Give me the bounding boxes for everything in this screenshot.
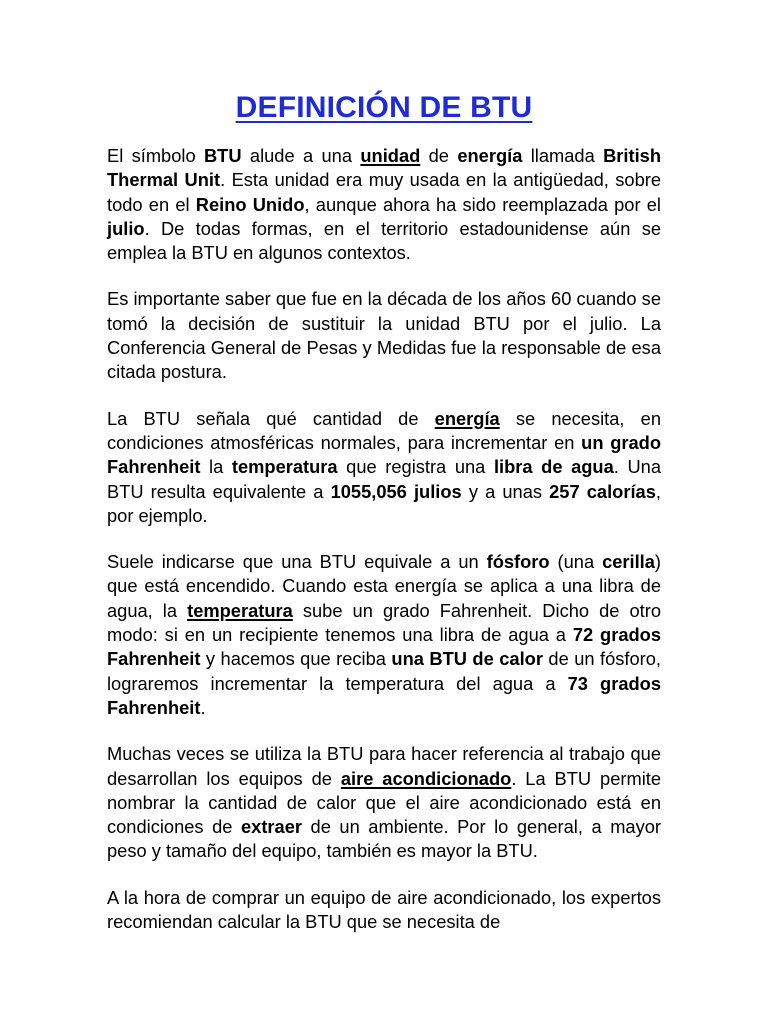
bold-keyword: un grado Fahrenheit: [107, 431, 661, 478]
underlined-keyword: energía: [434, 407, 500, 429]
body-paragraph: [107, 886, 661, 935]
bold-keyword: energía: [457, 145, 523, 166]
text-run: Suele indicarse que una BTU equivale a un: [107, 551, 487, 573]
text-run: A la hora de comprar un equipo de aire acondicionado, los expertos recomiendan calcular la BTU que se necesita de: [107, 886, 661, 933]
bold-keyword: fósforo: [486, 551, 550, 573]
text-run: sube un grado Fahrenheit. Dicho de otro modo: si en un recipiente tenemos una libra de agua a: [107, 599, 661, 646]
body-paragraph: [107, 287, 661, 384]
text-run: , por ejemplo.: [107, 480, 661, 526]
bold-keyword: cerilla: [602, 551, 655, 573]
text-run: . Una BTU resulta equivalente a: [107, 456, 661, 502]
bold-keyword: 72 grados Fahrenheit: [107, 624, 661, 670]
bold-keyword: una BTU de calor: [391, 648, 543, 670]
document-body: [107, 144, 661, 934]
text-run: El símbolo: [107, 145, 204, 166]
text-run: la: [200, 456, 232, 478]
bold-keyword: temperatura: [231, 456, 338, 478]
text-run: y a unas: [461, 480, 550, 502]
bold-keyword: julio: [107, 217, 145, 239]
body-paragraph: [107, 407, 661, 528]
text-run: de: [420, 145, 458, 166]
bold-keyword: 73 grados Fahrenheit: [107, 672, 661, 718]
underlined-keyword: unidad: [360, 145, 421, 166]
text-run: .: [200, 696, 206, 718]
text-run: , aunque ahora ha sido reemplazada por el: [304, 193, 661, 215]
bold-keyword: extraer: [240, 816, 302, 838]
text-run: Muchas veces se utiliza la BTU para hacer referencia al trabajo que desarrollan los equipos de: [107, 743, 661, 789]
text-run: . De todas formas, en el territorio estadounidense aún se emplea la BTU en algunos contextos.: [107, 217, 661, 264]
text-run: Es importante saber que fue en la década de los años 60 cuando se tomó la decisión de sustituir la unidad BTU por el julio. La Conferencia General de Pesas y Medidas fue la responsable de esa citada postura.: [107, 288, 661, 383]
underlined-keyword: temperatura: [187, 599, 293, 621]
page-title: DEFINICIÓN DE BTU: [235, 91, 533, 124]
text-run: . Esta unidad era muy usada en la antigüedad, sobre todo en el: [107, 169, 662, 215]
text-run: ) que está encendido. Cuando esta energía se aplica a una libra de agua, la: [107, 551, 662, 621]
text-run: de un ambiente. Por lo general, a mayor peso y tamaño del equipo, también es mayor la BTU.: [107, 816, 661, 862]
bold-keyword: 257 calorías: [549, 480, 656, 502]
text-run: alude a una: [241, 145, 361, 166]
body-paragraph: [107, 550, 661, 720]
text-run: que registra una: [337, 456, 494, 478]
bold-keyword: 1055,056 julios: [330, 480, 462, 502]
text-run: . La BTU permite nombrar la cantidad de calor que el aire acondicionado está en condiciones de: [107, 767, 661, 838]
bold-keyword: BTU: [203, 145, 242, 166]
underlined-keyword: aire acondicionado: [340, 767, 512, 789]
bold-keyword: Reino Unido: [195, 193, 305, 215]
text-run: de un fósforo, lograremos incrementar la temperatura del agua a: [107, 648, 661, 694]
text-run: (una: [549, 551, 603, 573]
body-paragraph: [107, 144, 661, 265]
bold-keyword: libra de agua: [493, 456, 614, 478]
body-paragraph: [107, 742, 661, 863]
text-run: se necesita, en condiciones atmosféricas normales, para incrementar en: [107, 407, 661, 453]
text-run: y hacemos que reciba: [200, 648, 392, 670]
bold-keyword: British Thermal Unit: [107, 145, 661, 191]
text-run: La BTU señala qué cantidad de: [107, 407, 435, 429]
text-run: llamada: [522, 145, 604, 166]
